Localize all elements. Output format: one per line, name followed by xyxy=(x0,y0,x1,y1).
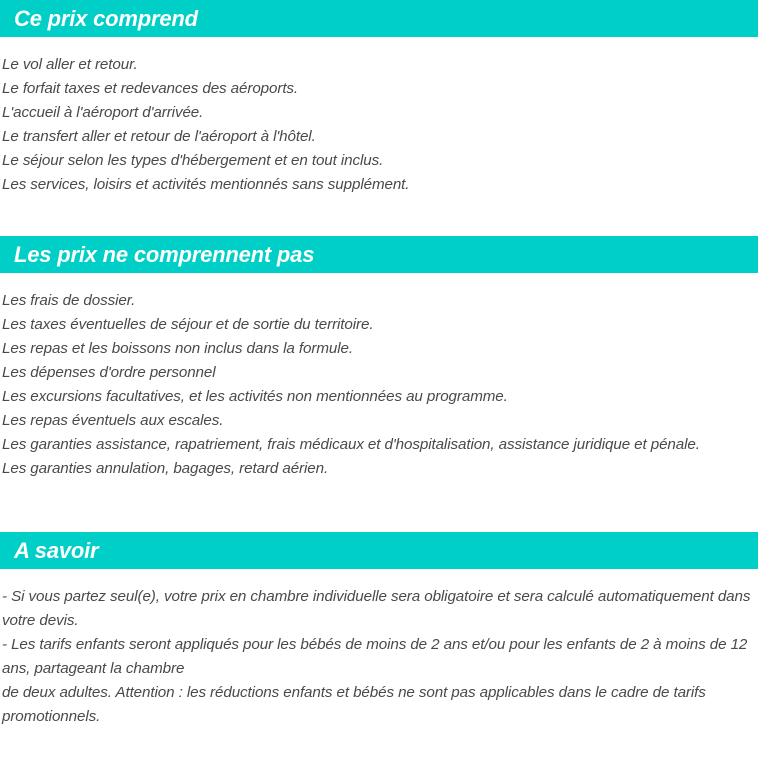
list-item: Les repas éventuels aux escales. xyxy=(2,412,224,429)
list-item: L'accueil à l'aéroport d'arrivée. xyxy=(2,104,204,121)
notice-paragraph: - Si vous partez seul(e), votre prix en chambre individuelle sera obligatoire et sera calculé automatiquement dans votre devis. xyxy=(2,588,751,629)
list-item: Les frais de dossier. xyxy=(2,292,136,309)
list-item: Les excursions facultatives, et les activités non mentionnées au programme. xyxy=(2,388,508,405)
section-title-notice: A savoir xyxy=(14,537,99,563)
notice-paragraph: de deux adultes. Attention : les réductions enfants et bébés ne sont pas applicables dans le cadre de tarifs promotionnels. xyxy=(2,684,706,725)
section-title-excluded: Les prix ne comprennent pas xyxy=(14,241,315,267)
list-item: Le forfait taxes et redevances des aéroports. xyxy=(2,80,299,97)
list-item: Les repas et les boissons non inclus dans la formule. xyxy=(2,340,353,357)
list-item: Le transfert aller et retour de l'aéroport à l'hôtel. xyxy=(2,128,316,145)
page-bottom-spacer xyxy=(0,729,758,769)
section-spacer xyxy=(0,197,758,236)
list-item: Les garanties annulation, bagages, retard aérien. xyxy=(2,460,329,477)
section-title-included: Ce prix comprend xyxy=(14,5,198,31)
section-body-excluded xyxy=(0,273,758,481)
list-item: Les dépenses d'ordre personnel xyxy=(2,364,216,381)
section-ce-prix-comprend xyxy=(0,0,758,197)
section-body-notice xyxy=(0,569,758,729)
section-header-bar-notice xyxy=(0,532,758,569)
notice-paragraph: - Les tarifs enfants seront appliqués pour les bébés de moins de 2 ans et/ou pour les enfants de 2 à moins de 12 ans, partageant la chambre xyxy=(2,636,748,677)
section-header-bar-included xyxy=(0,0,758,37)
list-item: Le séjour selon les types d'hébergement et en tout inclus. xyxy=(2,152,384,169)
list-item: Les taxes éventuelles de séjour et de sortie du territoire. xyxy=(2,316,374,333)
section-spacer xyxy=(0,481,758,532)
list-item: Les services, loisirs et activités mentionnés sans supplément. xyxy=(2,176,410,193)
list-item: Les garanties assistance, rapatriement, frais médicaux et d'hospitalisation, assistance juridique et pénale. xyxy=(2,436,700,453)
section-header-bar-excluded xyxy=(0,236,758,273)
list-item: Le vol aller et retour. xyxy=(2,56,138,73)
section-a-savoir xyxy=(0,532,758,729)
section-body-included xyxy=(0,37,758,197)
section-les-prix-ne-comprennent-pas xyxy=(0,236,758,481)
